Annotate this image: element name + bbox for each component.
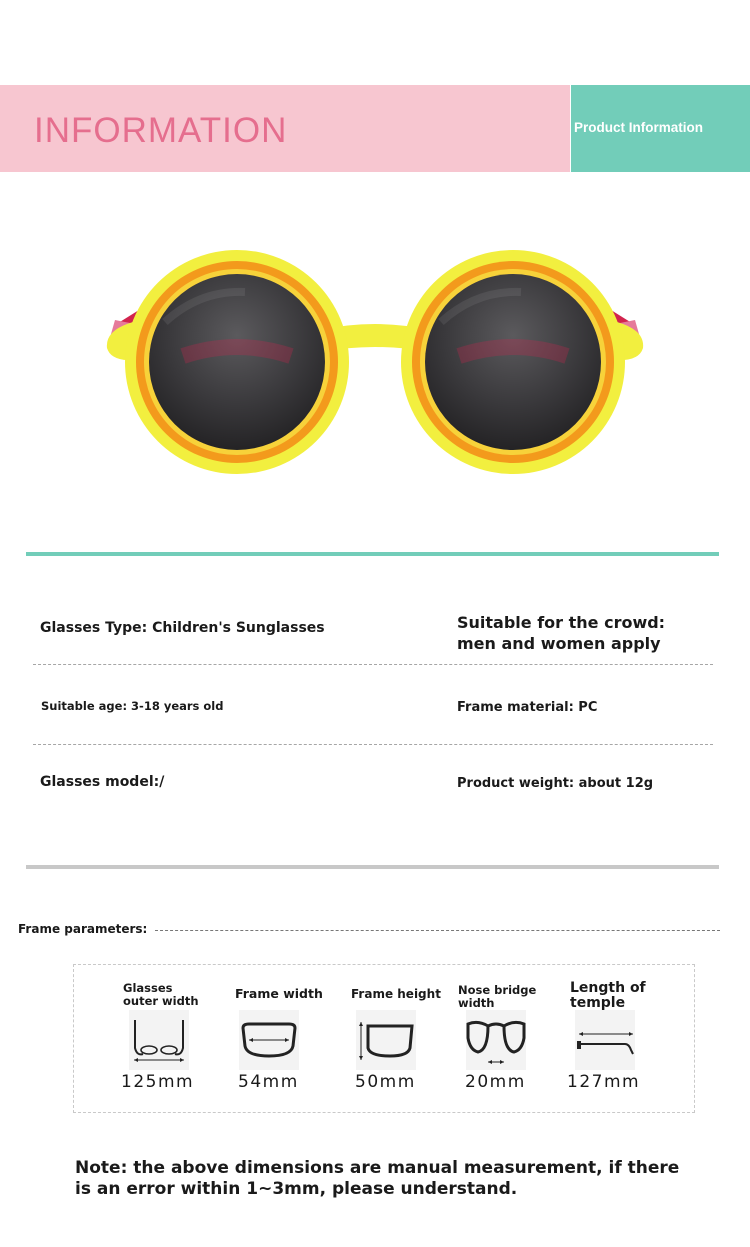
temple-length-label-line1: Length of (570, 980, 646, 996)
frame-parameters-label: Frame parameters: (18, 922, 148, 936)
weight-spec: Product weight: about 12g (457, 776, 654, 791)
temple-length-icon (575, 1010, 635, 1070)
nose-bridge-icon (466, 1010, 526, 1070)
frame-width-label (235, 987, 323, 1000)
outer-width-label (123, 982, 199, 1008)
model-spec: Glasses model:/ (40, 774, 165, 790)
frame-parameters-dash (155, 930, 720, 931)
outer-width-value: 125mm (121, 1072, 195, 1092)
spec-divider-1 (33, 664, 713, 665)
temple-length-label-line2: temple (570, 995, 626, 1011)
product-information-label: Product Information (574, 120, 703, 135)
nose-bridge-value: 20mm (465, 1072, 526, 1092)
frame-width-icon (239, 1010, 299, 1070)
crowd-spec-line2: men and women apply (457, 634, 661, 653)
nose-bridge-label-line1: Nose bridge (458, 983, 537, 997)
temple-length-value: 127mm (567, 1072, 641, 1092)
frame-height-icon (356, 1010, 416, 1070)
crowd-spec-line1: Suitable for the crowd: (457, 613, 666, 632)
sunglasses-product-image (95, 230, 655, 500)
right-frame (401, 250, 625, 474)
frame-width-label-line1: Frame width (235, 986, 323, 1001)
glasses-type-spec: Glasses Type: Children's Sunglasses (40, 620, 325, 636)
material-spec: Frame material: PC (457, 700, 598, 715)
temple-length-label (570, 981, 646, 1011)
teal-divider (26, 552, 719, 556)
left-frame (125, 250, 349, 474)
frame-width-value: 54mm (238, 1072, 299, 1092)
outer-width-label-line2: outer width (123, 994, 199, 1008)
spec-divider-2 (33, 744, 713, 745)
gray-divider (26, 865, 719, 869)
age-spec: Suitable age: 3-18 years old (41, 699, 224, 713)
measurement-note: Note: the above dimensions are manual measurement, if there is an error within 1~3mm, please understand. (75, 1158, 680, 1199)
banner-title: INFORMATION (34, 111, 288, 150)
product-information-tag (571, 85, 750, 172)
outer-width-icon (129, 1010, 189, 1070)
frame-parameters-panel (73, 964, 695, 1113)
nose-bridge-label-line2: width (458, 996, 495, 1010)
frame-height-value: 50mm (355, 1072, 416, 1092)
frame-height-label (351, 988, 441, 1001)
nose-bridge-label (458, 984, 536, 1010)
header-banner (0, 85, 570, 172)
outer-width-label-line1: Glasses (123, 981, 173, 995)
frame-height-label-line1: Frame height (351, 987, 441, 1001)
